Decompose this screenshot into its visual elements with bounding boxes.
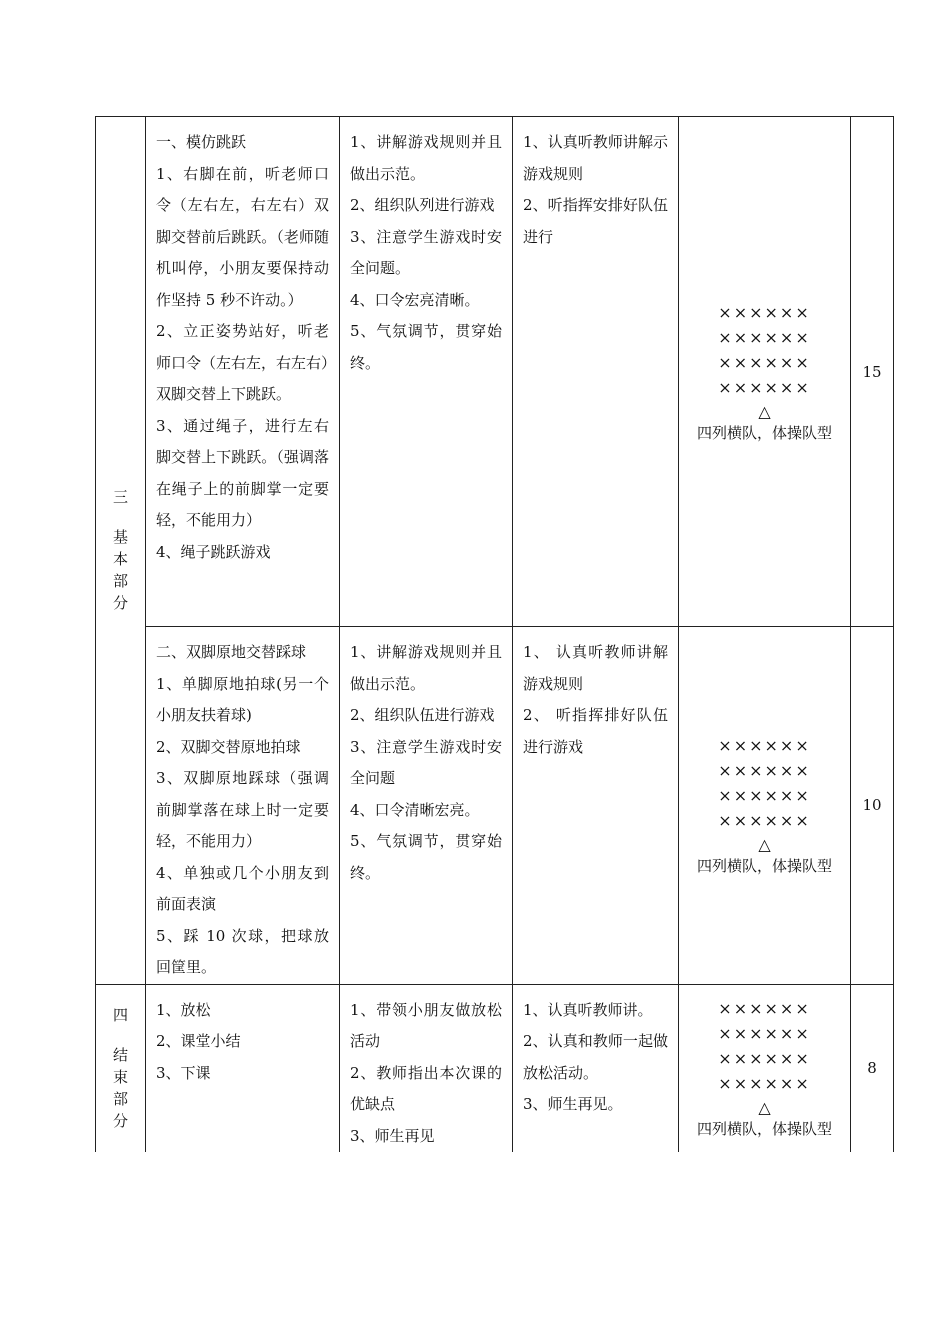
teacher-activity-cell: 1、讲解游戏规则并且做出示范。 2、组织队伍进行游戏 3、注意学生游戏时安全问题 4、口令清晰宏亮。 5、气氛调节，贯穿始终。 <box>340 627 513 985</box>
table-row <box>96 627 894 985</box>
table-row <box>96 984 894 1152</box>
minutes-cell: 15 <box>851 117 894 627</box>
formation-diagram: ×××××× ×××××× ×××××× ×××××× △ 四列横队，体操队型 <box>679 627 851 985</box>
formation-diagram: ×××××× ×××××× ×××××× ×××××× △ 四列横队，体操队型 <box>679 984 851 1152</box>
lesson-plan-table <box>95 116 894 1152</box>
table-row <box>96 117 894 627</box>
formation-diagram: ×××××× ×××××× ×××××× ×××××× △ 四列横队，体操队型 <box>679 117 851 627</box>
teacher-activity-cell: 1、讲解游戏规则并且做出示范。 2、组织队列进行游戏 3、注意学生游戏时安全问题。 4、口令宏亮清晰。 5、气氛调节，贯穿始终。 <box>340 117 513 627</box>
section-label-closing: 四 结 束 部 分 <box>96 984 146 1152</box>
content-cell: 1、放松 2、课堂小结 3、下课 <box>146 984 340 1152</box>
teacher-marker-icon: △ <box>758 835 771 855</box>
teacher-activity-cell: 1、带领小朋友做放松活动 2、教师指出本次课的优缺点 3、师生再见 <box>340 984 513 1152</box>
teacher-marker-icon: △ <box>758 401 771 421</box>
section-label-basic: 三 基 本 部 分 <box>96 117 146 985</box>
content-cell: 二、双脚原地交替踩球 1、单脚原地拍球(另一个小朋友扶着球) 2、双脚交替原地拍球 3、双脚原地踩球（强调前脚掌落在球上时一定要轻，不能用力） 4、单独或几个小朋友到前面表演 5、踩 10 次球，把球放回筐里。 <box>146 627 340 985</box>
minutes-cell: 8 <box>851 984 894 1152</box>
teacher-marker-icon: △ <box>758 1098 771 1118</box>
content-cell: 一、模仿跳跃 1、右脚在前，听老师口令（左右左，右左右）双脚交替前后跳跃。（老师随机叫停，小朋友要保持动作坚持 5 秒不许动。） 2、立正姿势站好，听老师口令（左右左，右左右） 双脚交替上下跳跃。 3、通过绳子，进行左右脚交替上下跳跃。（强调落在绳子上的前脚掌一定要轻，不能用力） 4、绳子跳跃游戏 <box>146 117 340 627</box>
student-activity-cell: 1、认真听教师讲解示游戏规则 2、听指挥安排好队伍进行 <box>513 117 679 627</box>
student-activity-cell: 1、认真听教师讲。 2、认真和教师一起做放松活动。 3、师生再见。 <box>513 984 679 1152</box>
student-activity-cell: 1、 认真听教师讲解游戏规则 2、 听指挥排好队伍进行游戏 <box>513 627 679 985</box>
minutes-cell: 10 <box>851 627 894 985</box>
